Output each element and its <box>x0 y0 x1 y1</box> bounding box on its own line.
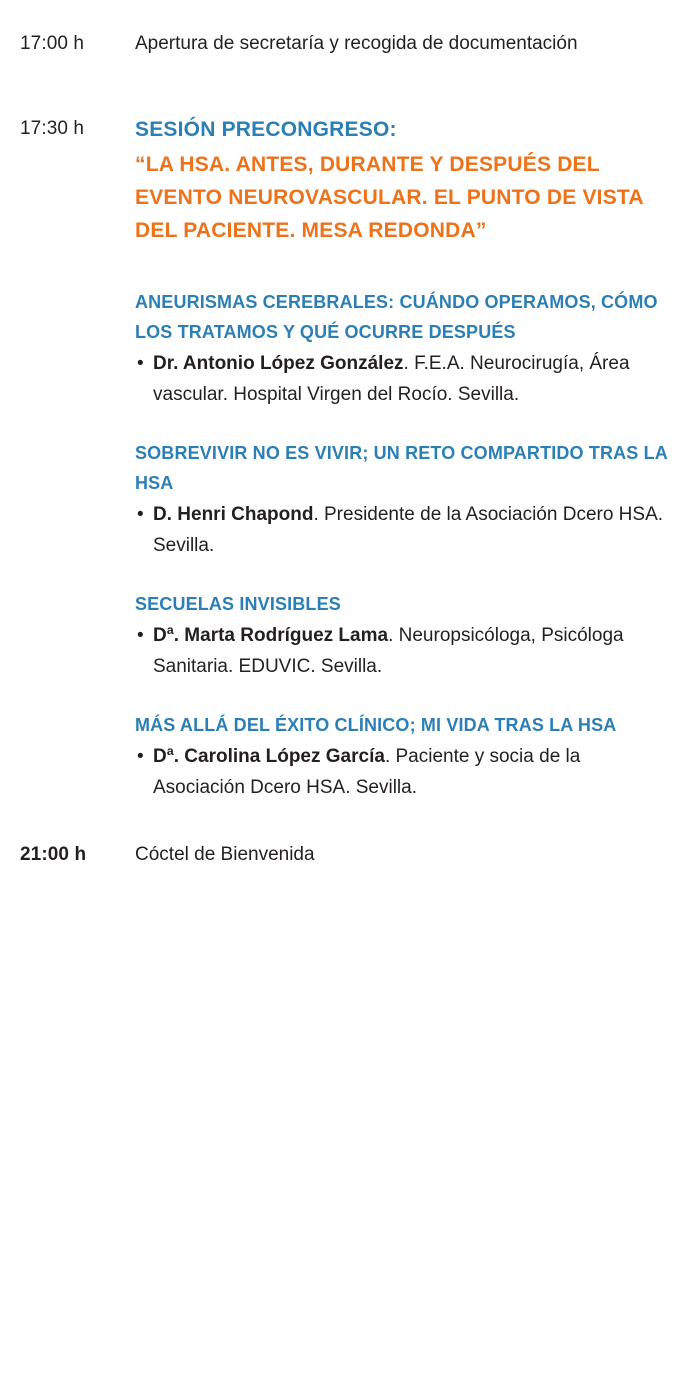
talk-item <box>135 438 676 561</box>
talk-item <box>135 589 676 682</box>
bullet-icon: • <box>137 504 144 525</box>
entry-time: 17:30 h <box>20 118 85 139</box>
speaker-description: . Paciente y socia de la Asociación Dcero HSA. Sevilla. <box>153 746 581 798</box>
session-label: SESIÓN PRECONGRESO: <box>135 118 397 141</box>
spacer <box>20 59 676 113</box>
speaker-entry <box>135 620 676 682</box>
talk-heading: SOBREVIVIR NO ES VIVIR; UN RETO COMPARTIDO TRAS LA HSA <box>135 443 668 493</box>
speaker-description: . F.E.A. Neurocirugía, Área vascular. Hospital Virgen del Rocío. Sevilla. <box>153 353 630 405</box>
bullet-icon: • <box>137 625 144 646</box>
schedule-entry-precongress <box>20 113 676 803</box>
talk-item <box>135 710 676 803</box>
speaker-description: . Neuropsicóloga, Psicóloga Sanitaria. EDUVIC. Sevilla. <box>153 625 624 677</box>
talk-heading: SECUELAS INVISIBLES <box>135 594 341 614</box>
speaker-name: Dr. Antonio López González <box>153 353 404 374</box>
talk-heading: ANEURISMAS CEREBRALES: CUÁNDO OPERAMOS, CÓMO LOS TRATAMOS Y QUÉ OCURRE DESPUÉS <box>135 292 658 342</box>
talk-list <box>135 287 676 803</box>
speaker-entry <box>135 499 676 561</box>
talk-item <box>135 287 676 410</box>
speaker-description: . Presidente de la Asociación Dcero HSA. Sevilla. <box>153 504 664 556</box>
speaker-name: Dª. Carolina López García <box>153 746 385 767</box>
entry-text: Cóctel de Bienvenida <box>135 844 315 865</box>
speaker-entry <box>135 741 676 803</box>
entry-text: Apertura de secretaría y recogida de documentación <box>135 33 578 54</box>
speaker-name: D. Henri Chapond <box>153 504 314 525</box>
speaker-entry <box>135 348 676 410</box>
entry-content <box>135 113 676 803</box>
session-title <box>135 113 676 247</box>
talk-heading: MÁS ALLÁ DEL ÉXITO CLÍNICO; MI VIDA TRAS LA HSA <box>135 715 617 735</box>
entry-time: 17:00 h <box>20 33 85 54</box>
entry-time: 21:00 h <box>20 844 87 865</box>
schedule-entry-cocktail <box>20 839 676 870</box>
bullet-icon: • <box>137 353 144 374</box>
session-name: “LA HSA. ANTES, DURANTE Y DESPUÉS DEL EVENTO NEUROVASCULAR. EL PUNTO DE VISTA DEL PACIENTE. MESA REDONDA” <box>135 153 643 242</box>
schedule-entry-opening <box>20 28 676 59</box>
entry-content <box>135 28 676 59</box>
entry-content <box>135 839 676 870</box>
speaker-name: Dª. Marta Rodríguez Lama <box>153 625 389 646</box>
bullet-icon: • <box>137 746 144 767</box>
